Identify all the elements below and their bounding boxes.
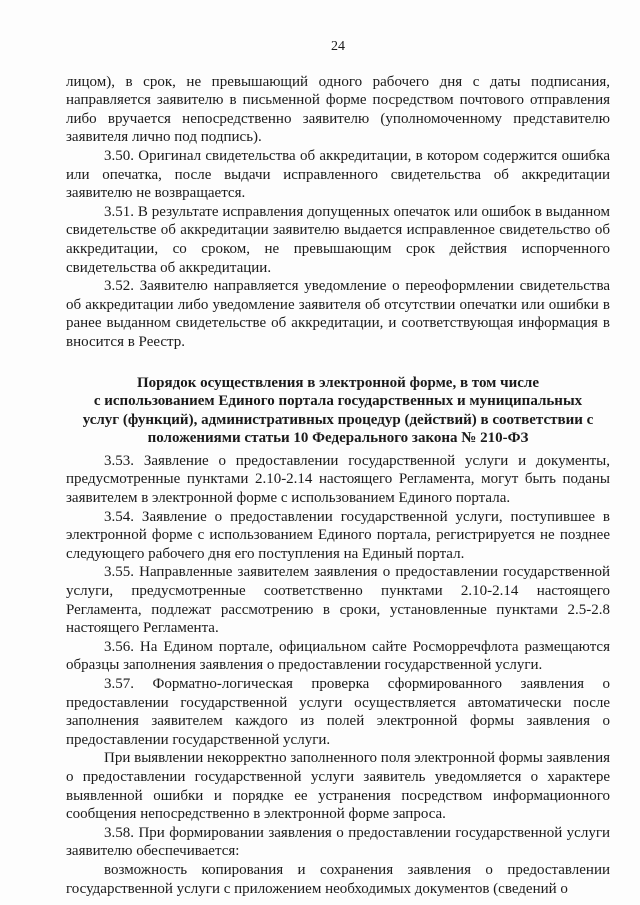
- paragraph-3-51: 3.51. В результате исправления допущенных опечаток или ошибок в выданном свидетельстве об аккредитации заявителю выдается исправленное свидетельство об аккредитации, со сроком, не превышающим срок действия испорченного свидетельства об аккредитации.: [66, 203, 610, 276]
- paragraph-3-52: 3.52. Заявителю направляется уведомление о переоформлении свидетельства об аккредитации либо уведомление заявителя об отсутствии опечатки или ошибки в ранее выданном свидетельстве об аккредитации, и соответствующая информация в вносится в Реестр.: [66, 278, 610, 350]
- paragraph-continuation: лицом), в срок, не превышающий одного рабочего дня с даты подписания, направляется заявителю в письменной форме посредством почтового отправления либо вручается непосредственно заявителю (уполномоченному представителю заявителя лично под подпись).: [66, 73, 610, 146]
- paragraph-3-57-error: При выявлении некорректно заполненного поля электронной формы заявления о предоставлении государственной услуги заявитель уведомляется о характере выявленной ошибки и порядке ее устранения посредством информационного сообщения непосредственно в электронной форме запроса.: [66, 750, 611, 823]
- paragraph-3-58-item: возможность копирования и сохранения заявления о предоставлении государственной услуги с приложением необходимых документов (сведений о: [66, 861, 610, 897]
- paragraph-3-57: 3.57. Форматно-логическая проверка сформированного заявления о предоставлении государственной услуги осуществляется автоматически после заполнения заявителем каждого из полей электронной формы заявления о предоставлении государственной услуги.: [66, 676, 610, 748]
- paragraph-3-56: 3.56. На Едином портале, официальном сайте Росморречфлота размещаются образцы заполнения заявления о предоставлении государственной услуги.: [66, 638, 610, 674]
- heading-line: положениями статьи 10 Федерального закона № 210-ФЗ: [147, 430, 529, 447]
- paragraph-3-53: 3.53. Заявление о предоставлении государственной услуги и документы, предусмотренные пунктами 2.10-2.14 настоящего Регламента, могут быть поданы заявителем в электронной форме с использованием Единого портала.: [66, 452, 610, 507]
- paragraph-3-50: 3.50. Оригинал свидетельства об аккредитации, в котором содержится ошибка или опечатка, после выдачи исправленного свидетельства об аккредитации заявителю не возвращается.: [66, 147, 610, 202]
- paragraph-3-54: 3.54. Заявление о предоставлении государственной услуги, поступившее в электронной форме с использованием Единого портала, регистрируется не позднее следующего рабочего дня его поступления на Единый портал.: [66, 508, 610, 562]
- paragraph-3-55: 3.55. Направленные заявителем заявления о предоставлении государственной услуги, предусмотренные соответственно пунктами 2.10-2.14 настоящего Регламента, подлежат рассмотрению в сроки, установленные пунктами 2.5-2.8 настоящего Регламента.: [66, 564, 610, 637]
- page-number: 24: [331, 39, 345, 54]
- paragraph-3-58: 3.58. При формировании заявления о предоставлении государственной услуги заявителю обеспечивается:: [66, 824, 610, 860]
- heading-line: услуг (функций), административных процедур (действий) в соответствии с: [82, 411, 594, 428]
- heading-line: Порядок осуществления в электронной форме, в том числе: [137, 374, 539, 391]
- section-heading: [66, 374, 610, 448]
- heading-line: с использованием Единого портала государственных и муниципальных: [93, 393, 583, 410]
